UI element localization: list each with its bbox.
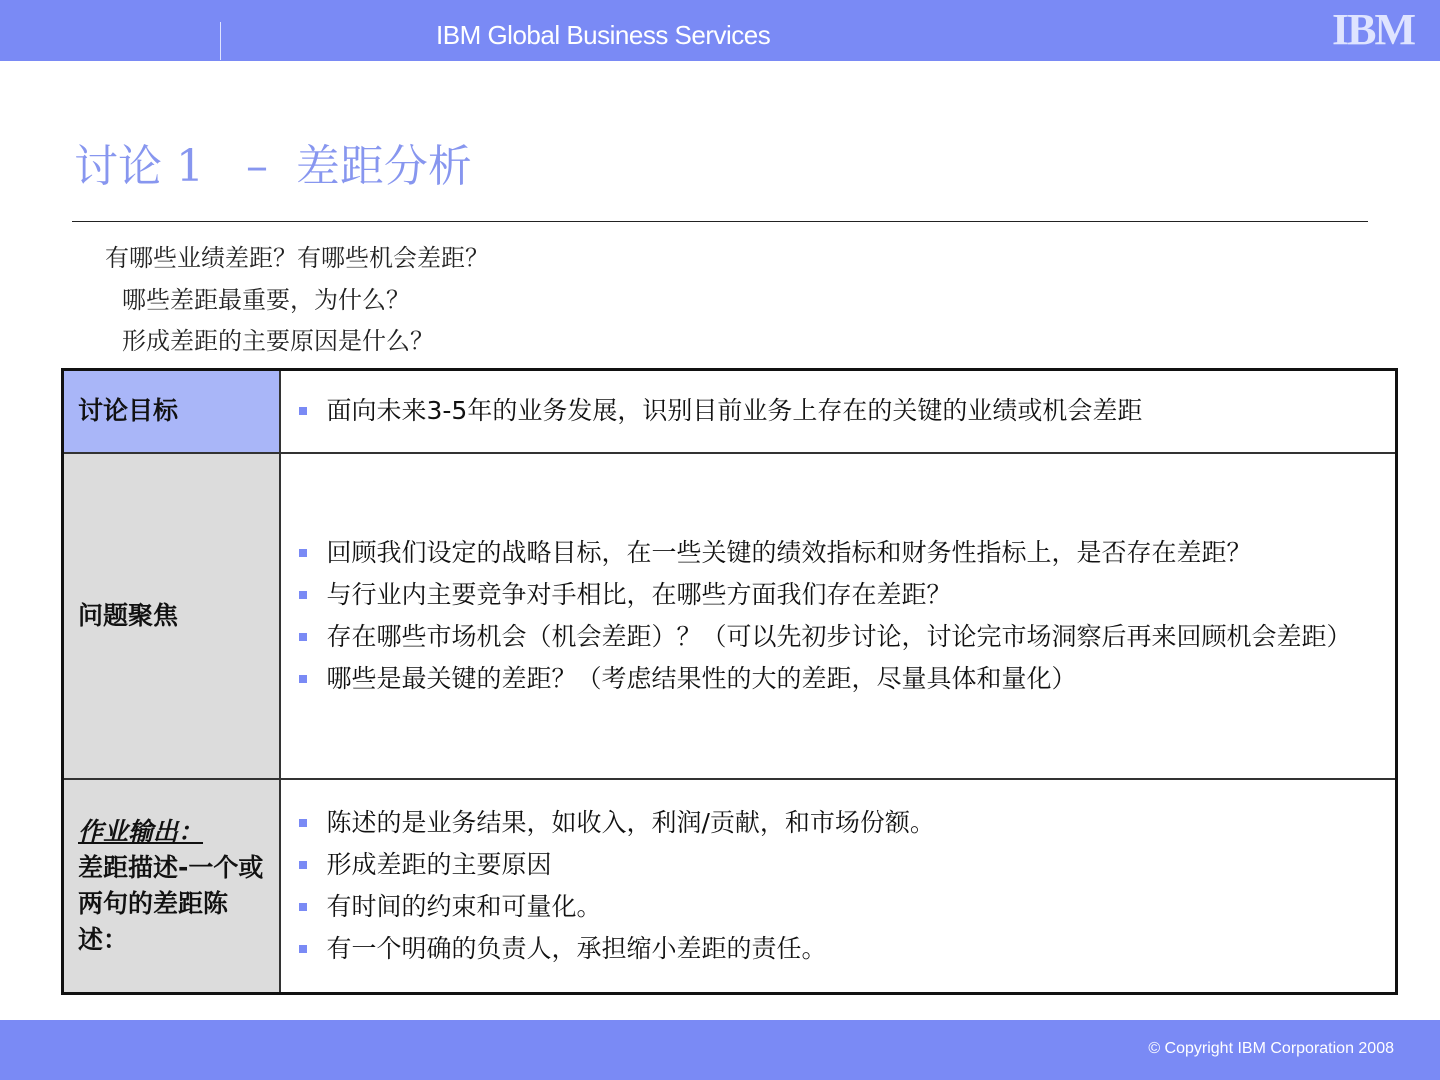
- header-title: IBM Global Business Services: [436, 20, 771, 50]
- title-divider: [72, 221, 1368, 222]
- slide-title: 讨论 1 – 差距分析: [74, 141, 472, 192]
- list-item: 与行业内主要竞争对手相比，在哪些方面我们存在差距？: [297, 574, 1366, 616]
- list-item: 形成差距的主要原因: [297, 844, 1366, 886]
- row-label-title: 作业输出：: [78, 816, 204, 846]
- row-label: 问题聚焦: [63, 453, 280, 779]
- question: 形成差距的主要原因是什么？: [122, 327, 434, 355]
- list-item: 有时间的约束和可量化。: [297, 886, 1366, 928]
- question: 有哪些业绩差距？有哪些机会差距？: [105, 244, 489, 272]
- row-content: [280, 370, 1397, 453]
- table-row: [63, 370, 1397, 453]
- table-row: [63, 779, 1397, 994]
- list-item: 陈述的是业务结果，如收入，利润/贡献，和市场份额。: [297, 802, 1366, 844]
- question: 哪些差距最重要，为什么？: [122, 286, 410, 314]
- list-item: 面向未来3-5年的业务发展，识别目前业务上存在的关键的业绩或机会差距: [297, 390, 1366, 432]
- row-label: [63, 779, 280, 994]
- list-item: 有一个明确的负责人，承担缩小差距的责任。: [297, 928, 1366, 970]
- header-bar: [0, 0, 1440, 61]
- row-label: 讨论目标: [63, 370, 280, 453]
- row-content: [280, 453, 1397, 779]
- header-divider: [220, 22, 221, 60]
- ibm-logo: IBM: [1332, 10, 1428, 50]
- list-item: 回顾我们设定的战略目标，在一些关键的绩效指标和财务性指标上，是否存在差距？: [297, 532, 1366, 574]
- row-content: [280, 779, 1397, 994]
- discussion-table: [61, 368, 1398, 995]
- copyright: © Copyright IBM Corporation 2008: [1148, 1040, 1394, 1057]
- row-label-text: 差距描述-一个或两句的差距陈述：: [78, 852, 264, 954]
- table-row: [63, 453, 1397, 779]
- footer-bar: [0, 1020, 1440, 1080]
- list-item: 存在哪些市场机会（机会差距）？（可以先初步讨论，讨论完市场洞察后再来回顾机会差距）: [297, 616, 1366, 658]
- list-item: 哪些是最关键的差距？（考虑结果性的大的差距，尽量具体和量化）: [297, 658, 1366, 700]
